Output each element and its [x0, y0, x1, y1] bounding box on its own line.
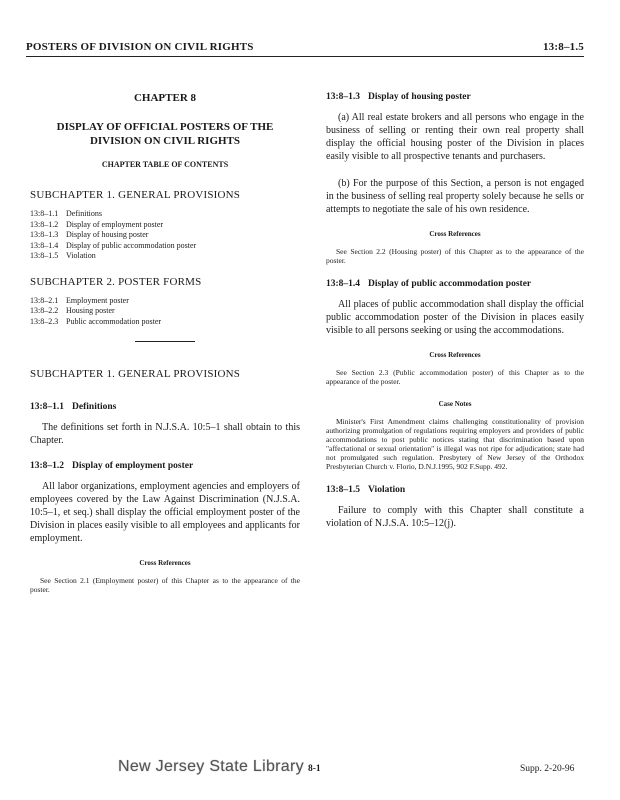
section-1-2-text: All labor organizations, employment agencies and employers of employees covered by the Law Against Discrimination (N.J.S.A. 10:5–1, et seq.) shall display the official employment poster of the Division in places easily visible to all employees and applicants for employment.	[30, 481, 300, 544]
subchapter-1-heading: SUBCHAPTER 1. GENERAL PROVISIONS	[30, 368, 241, 380]
section-1-5-text: Failure to comply with this Chapter shall constitute a violation of N.J.S.A. 10:5–12(j).	[326, 505, 584, 529]
toc-item-number: 13:8–2.2	[30, 306, 59, 315]
toc-item-number: 13:8–1.1	[30, 209, 59, 218]
section-number: 13:8–1.4	[326, 279, 361, 289]
toc-item-label: Violation	[66, 251, 96, 260]
toc-item-number: 13:8–2.1	[30, 295, 59, 305]
library-stamp: New Jersey State Library	[118, 758, 304, 775]
header-section-range: 13:8–1.5	[542, 41, 584, 53]
section-1-3-text-b: (b) For the purpose of this Section, a person is not engaged in the business of selling real property solely because he sells or attempts to negotiate the sale of his own residence.	[326, 178, 584, 215]
toc-item-number: 13:8–2.3	[30, 316, 59, 326]
section-1-1-text: The definitions set forth in N.J.S.A. 10:5–1 shall obtain to this Chapter.	[30, 422, 300, 446]
left-column	[30, 92, 300, 608]
section-number: 13:8–1.3	[326, 92, 361, 102]
section-1-1-heading	[30, 402, 300, 412]
section-1-4-heading	[326, 279, 584, 289]
toc-item[interactable]	[30, 296, 300, 307]
cross-references-text: See Section 2.3 (Public accommodation poster) of this Chapter as to the appearance of the poster.	[326, 368, 584, 386]
toc-item-label: Display of housing poster	[66, 230, 149, 239]
case-notes-title: Case Notes	[438, 400, 472, 408]
cross-references-text: See Section 2.2 (Housing poster) of this Chapter as to the appearance of the poster.	[326, 247, 584, 265]
right-column	[326, 92, 584, 544]
cross-references-title: Cross References	[429, 230, 481, 238]
cross-references-title: Cross References	[139, 559, 191, 567]
section-title: Display of housing poster	[368, 92, 471, 102]
page-number: 8-1	[308, 764, 321, 774]
section-1-3-text-a: (a) All real estate brokers and all persons who engage in the business of selling or renting their own real property shall display the official housing poster of the Division in places easily visible to all prospective tenants and purchasers.	[326, 112, 584, 162]
section-1-3-heading	[326, 92, 584, 102]
toc-item-label: Housing poster	[66, 306, 115, 315]
running-header	[26, 38, 584, 57]
section-number: 13:8–1.2	[30, 461, 65, 471]
header-title: POSTERS OF DIVISION ON CIVIL RIGHTS	[26, 41, 254, 53]
toc-item[interactable]	[30, 317, 300, 328]
section-1-2-heading	[30, 461, 300, 471]
toc-item[interactable]	[30, 230, 300, 241]
toc-item[interactable]	[30, 306, 300, 317]
cross-references-title: Cross References	[429, 351, 481, 359]
toc-subchapter-1-heading: SUBCHAPTER 1. GENERAL PROVISIONS	[30, 189, 241, 201]
toc-item-number: 13:8–1.5	[30, 251, 59, 260]
toc-item-number: 13:8–1.2	[30, 219, 59, 229]
toc-item-label: Public accommodation poster	[66, 316, 162, 326]
section-title: Display of employment poster	[72, 461, 194, 471]
toc-subchapter-2-list	[30, 296, 300, 328]
supplement-date: Supp. 2-20-96	[520, 764, 575, 774]
toc-item-label: Display of public accommodation poster	[66, 240, 197, 250]
cross-references-text: See Section 2.1 (Employment poster) of this Chapter as to the appearance of the poster.	[30, 576, 300, 594]
toc-item-label: Employment poster	[66, 295, 129, 305]
section-divider	[135, 341, 195, 342]
chapter-title: DISPLAY OF OFFICIAL POSTERS OF THE DIVISION ON CIVIL RIGHTS	[56, 121, 274, 147]
toc-item-label: Definitions	[66, 209, 102, 218]
toc-title: CHAPTER TABLE OF CONTENTS	[101, 160, 229, 169]
toc-item[interactable]	[30, 241, 300, 252]
section-title: Definitions	[72, 402, 117, 412]
section-1-5-heading	[326, 485, 584, 495]
toc-subchapter-2-heading: SUBCHAPTER 2. POSTER FORMS	[30, 275, 202, 288]
toc-item[interactable]	[30, 209, 300, 220]
section-number: 13:8–1.1	[30, 402, 65, 412]
toc-subchapter-1-list	[30, 209, 300, 262]
toc-item-number: 13:8–1.4	[30, 240, 59, 250]
section-title: Display of public accommodation poster	[368, 279, 532, 289]
chapter-number: CHAPTER 8	[133, 92, 197, 104]
section-number: 13:8–1.5	[326, 485, 361, 495]
toc-item-label: Display of employment poster	[66, 219, 164, 229]
section-title: Violation	[368, 485, 406, 495]
case-notes-text: Minister's First Amendment claims challenging constitutionality of provision authorizing promulgation of regulations requiring employers and providers of public accommodations to post public notices stating that discrimination based upon "affectational or sexual orientation" is illegal was not ripe for adjudication; state had not promulgated such regulation. Presbytery of New Jersey of the Orthodox Presbyterian Church v. Florio, D.N.J.1995, 902 F.Supp. 492.	[326, 417, 584, 471]
toc-item[interactable]	[30, 251, 300, 262]
toc-item[interactable]	[30, 220, 300, 231]
section-1-4-text: All places of public accommodation shall display the official public accommodation poster of the Division in places easily visible to all persons seeking or using the accommodations.	[326, 299, 584, 336]
toc-item-number: 13:8–1.3	[30, 230, 59, 239]
